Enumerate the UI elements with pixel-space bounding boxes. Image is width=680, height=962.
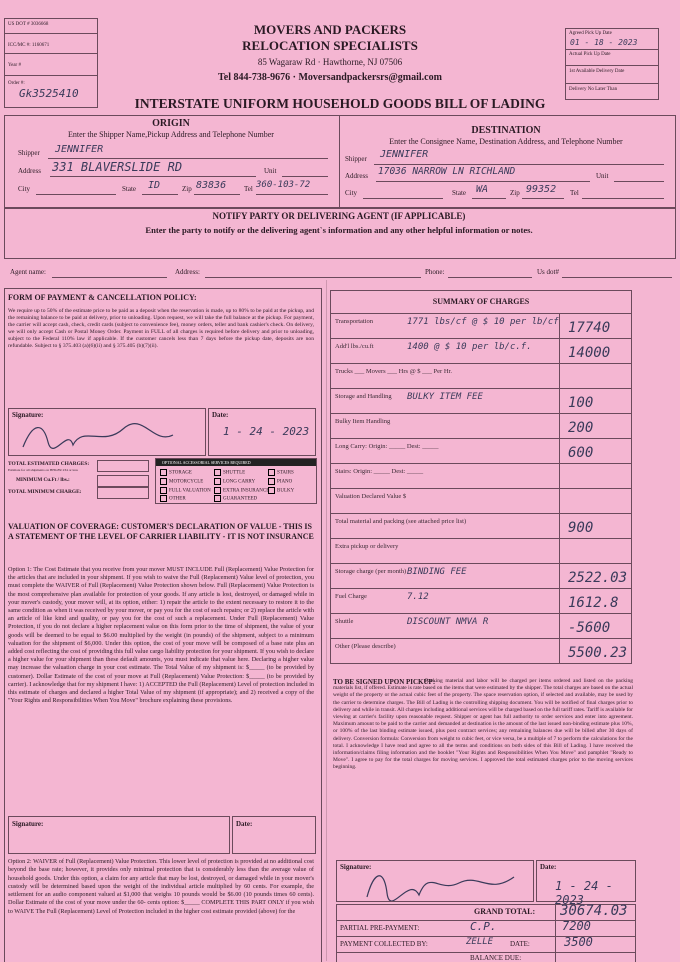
summary-row-amount-cell <box>559 389 632 414</box>
checkbox-extra-insurance[interactable] <box>214 487 221 494</box>
summary-row <box>331 313 631 339</box>
notify-subtitle: Enter the party to notify or the delivering agent`s information and any other helpful information or notes. <box>145 225 533 235</box>
valuation-signature-label: Signature: <box>12 820 44 828</box>
origin-title: ORIGIN <box>152 118 190 129</box>
summary-row-label: Storage and Handling <box>335 393 392 400</box>
summary-row-label: Add'l lbs./cu.ft <box>335 343 374 350</box>
checkbox-storage[interactable] <box>160 469 167 476</box>
payment-title: FORM OF PAYMENT & CANCELLATION POLICY: <box>8 293 197 302</box>
summary-row <box>331 538 631 564</box>
summary-row-label: Bulky Item Handling <box>335 418 391 425</box>
destination-state-value: WA <box>476 184 489 195</box>
payment-signature-label: Signature: <box>12 411 44 419</box>
summary-row <box>331 488 631 514</box>
origin-address-value: 331 BLAVERSLIDE RD <box>52 160 183 174</box>
partial-label: PARTIAL PRE-PAYMENT: <box>340 924 420 932</box>
destination-title: DESTINATION <box>471 125 541 136</box>
summary-row-label: Shuttle <box>335 618 354 625</box>
options-box <box>155 458 317 504</box>
valuation-date-label: Date: <box>236 820 253 828</box>
summary-row <box>331 613 631 639</box>
summary-row-label: Transportation <box>335 318 374 325</box>
checkbox-full-valuation[interactable] <box>160 487 167 494</box>
summary-row <box>331 338 631 364</box>
partial-amount: 7200 <box>562 919 591 933</box>
valuation-option2: Option 2: WAIVER of Full (Replacement) Value Protection. This lower level of protection is provided at no additional cost beyond the base rate; however, it provides only minimal protection that is considerably less than the average value of household goods. Under this option, a claim for any article that may be lost, destroyed, or damaged while in your mover's custody will be determined based upon the weight of the individual article multiplied by 60 cents. For example, the settlement for an audio component valued at $1,000 that weighs 10 pounds would be $6.00 (10 pounds times 60 cents). Dollar Estimate of the cost of your move under the 60- cents option: $_____ COMPLETE THIS PART ONLY if you wish to WAIVE The Full (Replacement) Level of Protection included in the higher cost estimate provided (above) for the <box>8 858 314 915</box>
summary-row <box>331 438 631 464</box>
origin-zip-value: 83836 <box>196 180 227 191</box>
summary-row <box>331 563 631 589</box>
destination-tel-label: Tel <box>570 189 579 197</box>
option-piano: PIANO <box>277 479 293 485</box>
agent-usdot-label: Us dot# <box>537 268 559 276</box>
option-full-valuation: FULL VALUATION <box>169 488 211 494</box>
grand-total-label: GRAND TOTAL: <box>474 907 536 916</box>
summary-row-label: Other (Please describe) <box>335 643 396 650</box>
actual-pickup-label: Actual Pick Up Date <box>569 52 611 57</box>
summary-row-amount-cell <box>559 589 632 614</box>
summary-row-amount-cell <box>559 464 632 489</box>
company-name-line1: MOVERS AND PACKERS <box>253 22 407 37</box>
total-est-label: TOTAL ESTIMATED CHARGES: <box>8 461 90 467</box>
collected-date-amount: 3500 <box>564 935 593 949</box>
checkbox-stairs[interactable] <box>268 469 275 476</box>
valuation-option1: Option 1: The Cost Estimate that you receive from your mover MUST INCLUDE Full (Replacement) Value Protection for the articles that are included in your shipment. If you wish to waive the Full (Replacement) Value level of protection, you must complete the WAIVER of Full (Replacement) Value Protection shown below. Full (Replacement) Value Protection is the most comprehensive plan available for protection of your goods. If any article is lost, destroyed, or damaged while in your mover's custody, your mover will, at its option, either: 1) repair the article to the extent necessary to restore it to the same condition as when it was received by your mover, or pay you for the cost of such repairs; or 2) replace the article with an article of like kind and quality, or pay you for the cost of such a replacement. Under Full (Replacement) Value Protection, if you do not declare a higher replacement value on this form prior to the time of shipment, the value of your goods will be deemed to be equal to $6.00 multiplied by the weight (in pounds) of the shipment, subject to a minimum valuation for the shipment of $6,000. Under this option, the cost of your move will be composed of a base rate plus an added cost reflecting the cost of providing this full value cargo liability protection for your shipment. If you wish to declare a higher value for your shipment than these default amounts, you must indicate that value here. Declaring a higher value may increase the valuation charge in your cost estimate. The Total Value of my shipment is: $_____ (to be provided by customer). Dollar Estimate of the cost of your move at Full (Replacement) Value Protection: $_____ (to be provided by carrier). I acknowledge that for my shipment I have: 1) ACCEPTED the Full (Replacement) Level of protection included in this estimate of charges and declared a higher Total Value of my shipment (if appropriate); and 2) received a copy of the "Your Rights and Responsibilities When You Move" brochure explaining these provisions. <box>8 566 314 705</box>
summary-row-amount-cell <box>559 489 632 514</box>
valuation-signature-box <box>8 816 230 854</box>
summary-row-amount-cell <box>559 539 632 564</box>
checkbox-other[interactable] <box>160 495 167 502</box>
icc-mc: ICC/MC #: 1160671 <box>8 43 50 48</box>
pickup-title: TO BE SIGNED UPON PICKUP: <box>333 678 436 686</box>
destination-subtitle: Enter the Consignee Name, Destination Address, and Telephone Number <box>389 137 623 146</box>
summary-row <box>331 513 631 539</box>
option-other: OTHER <box>169 496 186 502</box>
first-delivery-label: 1st Available Delivery Date <box>569 69 625 74</box>
summary-row-handwritten: 7.12 <box>407 592 429 602</box>
checkbox-bulky[interactable] <box>268 487 275 494</box>
destination-shipper-label: Shipper <box>345 155 367 163</box>
summary-row <box>331 363 631 389</box>
checkbox-motorcycle[interactable] <box>160 478 167 485</box>
origin-state-value: ID <box>148 180 161 191</box>
summary-row-amount-cell <box>559 639 632 664</box>
origin-shipper-value: JENNIFER <box>55 144 104 155</box>
origin-state-label: State <box>122 185 136 193</box>
summary-row <box>331 388 631 414</box>
pickup-text: Packing material and labor will be charged per items ordered and listed on the packing materials list, if offered. Estimate is rate based on the items that were estimated by the shipper. The total charges are based on the actual weight of the property or the actual cubic feet of the property. The space reservation option, if selected and available, may be used by the carrier to determine charges. The Bill of Lading is the controlling shipping document. You will be notified of final charges prior to delivery and while in transit. All charges including additional services will be charged based on the full tariff rates. Tariff is available for viewing at carrier's facility upon reasonable request. Shipper or agent has full authority to order services and enter into agreement. Maximum amount to be paid to the carrier and demanded at destination is the amount of the last issued non-binding estimate plus 10%, or 100% of the last binding estimate issued, plus post contract services; any remaining balances due will be billed after 30 days of delivery. Conversion formula: Conversion from weight to cubic feet, or vice versa, be a multiple of 7 to perform the calculations for the total. I acknowledge I have read and agree to all the terms and conditions on both sides of this Bill of Lading. I have received the information/claims filing information and the booklet "Your Rights and Responsibilities When You Move" and pamphlet "Ready to Move". I agree to pay for the total charges for moving services. I approved the total estimated charges prior to the moving services beginning. <box>333 678 633 771</box>
collected-value: ZELLE <box>466 937 494 947</box>
summary-row-amount-cell <box>559 414 632 439</box>
summary-row-amount: -5600 <box>568 620 611 636</box>
total-est-note: Estimate for all shipments on HHGFR 234 or less <box>8 468 78 472</box>
summary-row-handwritten: 1771 lbs/cf @ $ 10 per lb/cf <box>407 317 559 327</box>
option-motorcycle: MOTORCYCLE <box>169 479 204 485</box>
summary-row-label: Extra pickup or delivery <box>335 543 399 550</box>
option-extra-insurance: EXTRA INSURANCE <box>223 488 270 494</box>
summary-row-amount-cell <box>559 514 632 539</box>
company-address: 85 Wagaraw Rd · Hawthorne, NJ 07506 <box>257 57 403 67</box>
agent-name-label: Agent name: <box>10 268 46 276</box>
summary-row-handwritten: DISCOUNT NMVA R <box>407 617 489 627</box>
company-contact: Tel 844-738-9676 · Moversandpackersrs@gmail.com <box>218 72 442 83</box>
checkbox-guaranteed[interactable] <box>214 495 221 502</box>
fold-line <box>326 280 327 961</box>
payment-signature <box>13 417 203 453</box>
notify-title: NOTIFY PARTY OR DELIVERING AGENT (IF APPLICABLE) <box>212 211 466 221</box>
summary-row-amount: 2522.03 <box>568 570 628 586</box>
summary-box <box>330 290 632 664</box>
order-label: Order #: <box>8 81 25 86</box>
pickup-date-box <box>536 860 636 907</box>
pickup-signature-box <box>336 860 534 902</box>
destination-city-label: City <box>345 189 358 197</box>
total-minimum-label: TOTAL MINIMUM CHARGE: <box>8 489 82 495</box>
summary-row-amount-cell <box>559 439 632 464</box>
summary-row-label: Fuel Charge <box>335 593 367 600</box>
document-title: INTERSTATE UNIFORM HOUSEHOLD GOODS BILL OF LADING <box>134 96 546 111</box>
origin-zip-label: Zip <box>182 185 192 193</box>
option-long-carry: LONG CARRY <box>223 479 256 485</box>
option-storage: STORAGE <box>169 470 192 476</box>
checkbox-shuttle[interactable] <box>214 469 221 476</box>
company-name-line2: RELOCATION SPECIALISTS <box>242 38 418 53</box>
header-right-box <box>565 28 659 100</box>
checkbox-long-carry[interactable] <box>214 478 221 485</box>
destination-address-label: Address <box>345 172 368 180</box>
payment-text: We require up to 50% of the estimate price to be paid as a deposit when the reservation is made, up to 80% to be paid at the pickup, and the remaining balance to be paid at delivery, prior to unloading. Upon request, we will take the full balance at the pickup. For payment, the carrier will accept cash, check, credit cards (subject to convenience fee), money orders, teller and bank cashier's check. On delivery, we will only accept Cash or Postal Money Order. Payment in FULL of all charges is required before delivery and prior to unloading, subject to the Federal 110% law if applicable. If the customer cancels less than 7 days before the pickup date, deposits are non refundable. Subject to § 375.403 (a)(6)(ii) and § 375.405 (b)(7)(ii). <box>8 308 314 350</box>
grand-total-value: 30674.03 <box>560 903 628 919</box>
pickup-date-value: 1 - 24 - 2023 <box>555 879 613 907</box>
summary-row-amount-cell <box>559 364 632 389</box>
agent-address-label: Address: <box>175 268 200 276</box>
collected-date-label: DATE: <box>510 940 530 948</box>
destination-zip-label: Zip <box>510 189 520 197</box>
order-number: Gk3525410 <box>19 87 79 100</box>
destination-shipper-value: JENNIFER <box>380 149 429 160</box>
summary-row-label: Long Carry: Origin: _____ Dest: _____ <box>335 443 439 450</box>
option-guaranteed: GUARANTEED <box>223 496 258 502</box>
summary-row-handwritten: BINDING FEE <box>407 567 467 577</box>
summary-row-label: Total material and packing (see attached price list) <box>335 518 467 525</box>
payment-date-value: 1 - 24 - 2023 <box>223 425 310 438</box>
option-stairs: STAIRS <box>277 470 294 476</box>
pickup-date-label: Date: <box>540 863 557 871</box>
valuation-title: VALUATION OF COVERAGE: CUSTOMER'S DECLARATION OF VALUE - THIS IS A STATEMENT OF THE LEVEL OF CARRIER LIABILITY - IT IS NOT INSURANCE <box>8 522 314 541</box>
payment-date-box <box>208 408 316 456</box>
year-label: Year # <box>8 63 21 68</box>
summary-row-amount: 200 <box>568 420 594 436</box>
summary-row-amount: 5500.23 <box>568 645 628 661</box>
destination-unit-label: Unit <box>596 172 609 180</box>
summary-row-amount-cell <box>559 339 632 364</box>
summary-row-amount-cell <box>559 564 632 589</box>
valuation-date-box <box>232 816 316 854</box>
pickup-signature <box>339 863 529 901</box>
summary-row-amount-cell <box>559 614 632 639</box>
summary-row <box>331 463 631 489</box>
option-shuttle: SHUTTLE <box>223 470 246 476</box>
summary-row-label: Stairs: Origin: _____ Dest: _____ <box>335 468 424 475</box>
origin-tel-label: Tel <box>244 185 253 193</box>
origin-unit-label: Unit <box>264 167 277 175</box>
us-dot: US DOT # 3036668 <box>8 22 49 27</box>
summary-row-amount: 14000 <box>568 345 611 361</box>
destination-address-value: 17036 NARROW LN RICHLAND <box>378 166 516 177</box>
summary-row-handwritten: 1400 @ $ 10 per lb/c.f. <box>407 342 532 352</box>
summary-row-amount: 600 <box>568 445 594 461</box>
agreed-pickup-label: Agreed Pick Up Date <box>569 31 612 36</box>
pickup-signature-label: Signature: <box>340 863 372 871</box>
balance-due-label: BALANCE DUE: <box>470 954 522 962</box>
summary-row <box>331 588 631 614</box>
summary-row-amount-cell <box>559 314 632 339</box>
header-left-box <box>4 18 98 108</box>
origin-address-label: Address <box>18 167 41 175</box>
payment-date-label: Date: <box>212 411 229 419</box>
options-title: OPTIONAL ACCESSORIAL SERVICES REQUIRED <box>162 460 251 465</box>
summary-title: SUMMARY OF CHARGES <box>432 297 530 306</box>
option-bulky: BULKY <box>277 488 295 494</box>
checkbox-piano[interactable] <box>268 478 275 485</box>
destination-zip-value: 99352 <box>526 184 557 195</box>
summary-row-amount: 1612.8 <box>568 595 619 611</box>
payment-signature-box <box>8 408 206 456</box>
origin-shipper-label: Shipper <box>18 149 40 157</box>
summary-row-amount: 100 <box>568 395 594 411</box>
summary-row-handwritten: BULKY ITEM FEE <box>407 392 483 402</box>
agent-phone-label: Phone: <box>425 268 445 276</box>
summary-row-amount: 17740 <box>568 320 611 336</box>
partial-value: C.P. <box>470 920 497 933</box>
summary-row <box>331 413 631 439</box>
origin-tel-value: 360-103-72 <box>256 180 311 190</box>
summary-row-label: Storage charge (per month) <box>335 568 407 575</box>
minimum-label: MINIMUM Cu.Ft / lbs.: <box>16 477 70 483</box>
summary-row-label: Valuation Declared Value $ <box>335 493 407 500</box>
origin-city-label: City <box>18 185 31 193</box>
agreed-pickup-value: 01 - 18 - 2023 <box>570 38 638 47</box>
summary-row-amount: 900 <box>568 520 594 536</box>
destination-state-label: State <box>452 189 466 197</box>
summary-row <box>331 638 631 664</box>
summary-row-label: Trucks ___ Movers ___ Hrs @ $ ___ Per Hr. <box>335 368 452 375</box>
collected-label: PAYMENT COLLECTED BY: <box>340 940 428 948</box>
delivery-no-later-label: Delivery No Later Than <box>569 87 618 92</box>
origin-subtitle: Enter the Shipper Name,Pickup Address and Telephone Number <box>68 130 274 139</box>
